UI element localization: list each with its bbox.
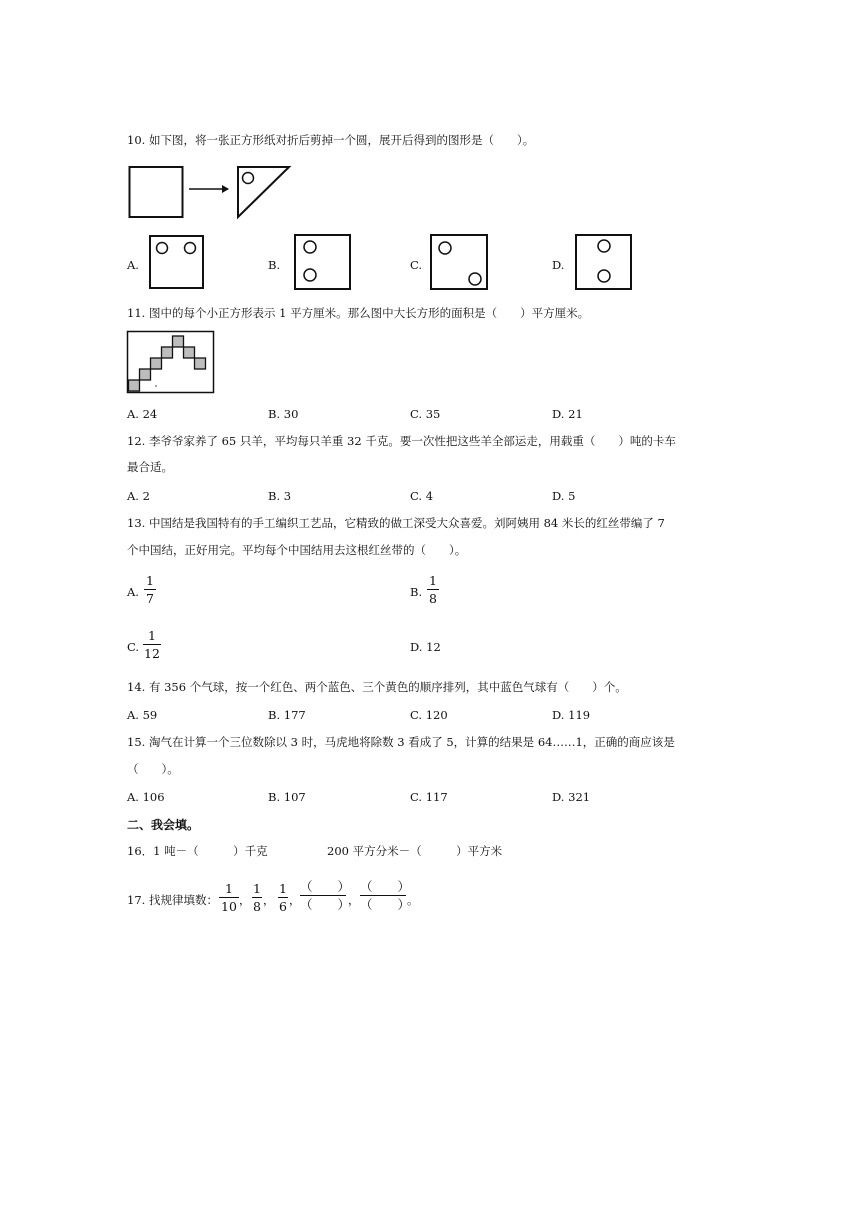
fraction-bar — [252, 897, 262, 898]
fraction-numerator: 1 — [146, 573, 154, 588]
q10-option-d-label: D. — [552, 258, 565, 272]
section-heading: 二、我会填。 — [127, 818, 200, 832]
q10-option-c-label: C. — [410, 258, 423, 272]
q10-option-b-label: B. — [268, 258, 281, 272]
q17-blank-fraction-2[interactable] — [360, 879, 411, 912]
q12-option-d[interactable]: D. 5 — [552, 489, 576, 503]
q17-comma-1: ， — [239, 893, 251, 907]
q13-option-a-fraction[interactable] — [144, 573, 156, 606]
q15-stem-line1: 15. 淘气在计算一个三位数除以 3 时，马虎地将除数 3 看成了 5，计算的结果是 64……1，正确的商应该是 — [127, 735, 675, 749]
q13-option-c-fraction[interactable] — [143, 628, 161, 661]
q15-option-d[interactable]: D. 321 — [552, 790, 591, 804]
fraction-numerator: 1 — [225, 881, 233, 896]
q13-option-b-fraction[interactable] — [427, 573, 439, 606]
fraction-denominator: 7 — [146, 591, 154, 606]
q11-option-a[interactable]: A. 24 — [127, 407, 158, 421]
q13-stem-line1: 13. 中国结是我国特有的手工编织工艺品，它精致的做工深受大众喜爱。刘阿姨用 84 米长的红丝带编了 7 — [127, 516, 665, 530]
q13-option-b-label[interactable]: B. — [410, 585, 423, 599]
blank-denominator[interactable]: （ ） — [360, 897, 411, 912]
q13-option-d[interactable]: D. 12 — [410, 640, 441, 654]
fraction-denominator: 8 — [429, 591, 437, 606]
q10-option-a-label: A. — [127, 258, 139, 272]
q12-option-a[interactable]: A. 2 — [127, 489, 150, 503]
q17-comma-3: ， — [289, 893, 301, 907]
blank-denominator[interactable]: （ ） — [300, 897, 351, 912]
q11-grid-figure — [126, 330, 218, 396]
fraction-bar — [360, 895, 406, 896]
q15-stem-line2: （ ）。 — [127, 762, 179, 776]
q11-stem: 11. 图中的每个小正方形表示 1 平方厘米。那么图中大长方形的面积是（ ）平方厘米。 — [127, 306, 590, 320]
fraction-denominator: 6 — [279, 899, 287, 914]
fraction-denominator: 10 — [221, 899, 237, 914]
q12-stem-line1: 12. 李爷爷家养了 65 只羊，平均每只羊重 32 千克。要一次性把这些羊全部运走，用载重（ ）吨的卡车 — [127, 434, 676, 448]
q10-option-b-figure[interactable] — [293, 233, 355, 291]
q16-part2: 200 平方分米－（ ）平方米 — [327, 844, 503, 858]
blank-numerator[interactable]: （ ） — [360, 879, 411, 894]
q11-option-d[interactable]: D. 21 — [552, 407, 583, 421]
q15-option-c[interactable]: C. 117 — [410, 790, 448, 804]
q15-option-b[interactable]: B. 107 — [268, 790, 306, 804]
q10-option-a-figure[interactable] — [148, 234, 208, 290]
q14-option-c[interactable]: C. 120 — [410, 708, 448, 722]
q17-comma-4: ， — [348, 893, 360, 907]
fraction-bar — [278, 897, 288, 898]
q10-stem: 10. 如下图，将一张正方形纸对折后剪掉一个圆，展开后得到的图形是（ ）。 — [127, 133, 535, 147]
q11-option-c[interactable]: C. 35 — [410, 407, 441, 421]
q12-option-b[interactable]: B. 3 — [268, 489, 292, 503]
fraction-numerator: 1 — [253, 881, 261, 896]
q12-option-c[interactable]: C. 4 — [410, 489, 434, 503]
q14-option-b[interactable]: B. 177 — [268, 708, 306, 722]
q16-part1: 16．1 吨－（ ）千克 — [127, 844, 268, 858]
fraction-bar — [143, 644, 161, 645]
fraction-bar — [219, 897, 239, 898]
q15-option-a[interactable]: A. 106 — [127, 790, 165, 804]
fraction-bar — [427, 589, 439, 590]
fraction-denominator: 8 — [253, 899, 261, 914]
q17-fraction-3 — [278, 881, 288, 914]
q14-stem: 14. 有 356 个气球，按一个红色、两个蓝色、三个黄色的顺序排列，其中蓝色气球有（ ）个。 — [127, 680, 627, 694]
q14-option-a[interactable]: A. 59 — [127, 708, 158, 722]
q14-option-d[interactable]: D. 119 — [552, 708, 591, 722]
q11-option-b[interactable]: B. 30 — [268, 407, 299, 421]
q12-stem-line2: 最合适。 — [127, 460, 173, 474]
q10-option-d-figure[interactable] — [574, 233, 634, 291]
fraction-bar — [144, 589, 156, 590]
q17-fraction-1 — [219, 881, 239, 914]
fraction-numerator: 1 — [148, 628, 156, 643]
q17-fraction-2 — [252, 881, 262, 914]
q17-comma-2: ， — [263, 893, 275, 907]
q13-stem-line2: 个中国结，正好用完。平均每个中国结用去这根红丝带的（ ）。 — [127, 543, 467, 557]
fraction-numerator: 1 — [429, 573, 437, 588]
q17-blank-fraction-1[interactable] — [300, 879, 351, 912]
q13-option-a-label[interactable]: A. — [127, 585, 139, 599]
q10-fold-diagram — [127, 163, 297, 221]
fraction-numerator: 1 — [279, 881, 287, 896]
blank-numerator[interactable]: （ ） — [300, 879, 351, 894]
q10-option-c-figure[interactable] — [429, 233, 491, 291]
fraction-bar — [300, 895, 346, 896]
q17-label: 17. 找规律填数： — [127, 893, 218, 907]
fraction-denominator: 12 — [144, 646, 160, 661]
q17-end-mark: 。 — [407, 893, 419, 907]
q13-option-c-label[interactable]: C. — [127, 640, 140, 654]
